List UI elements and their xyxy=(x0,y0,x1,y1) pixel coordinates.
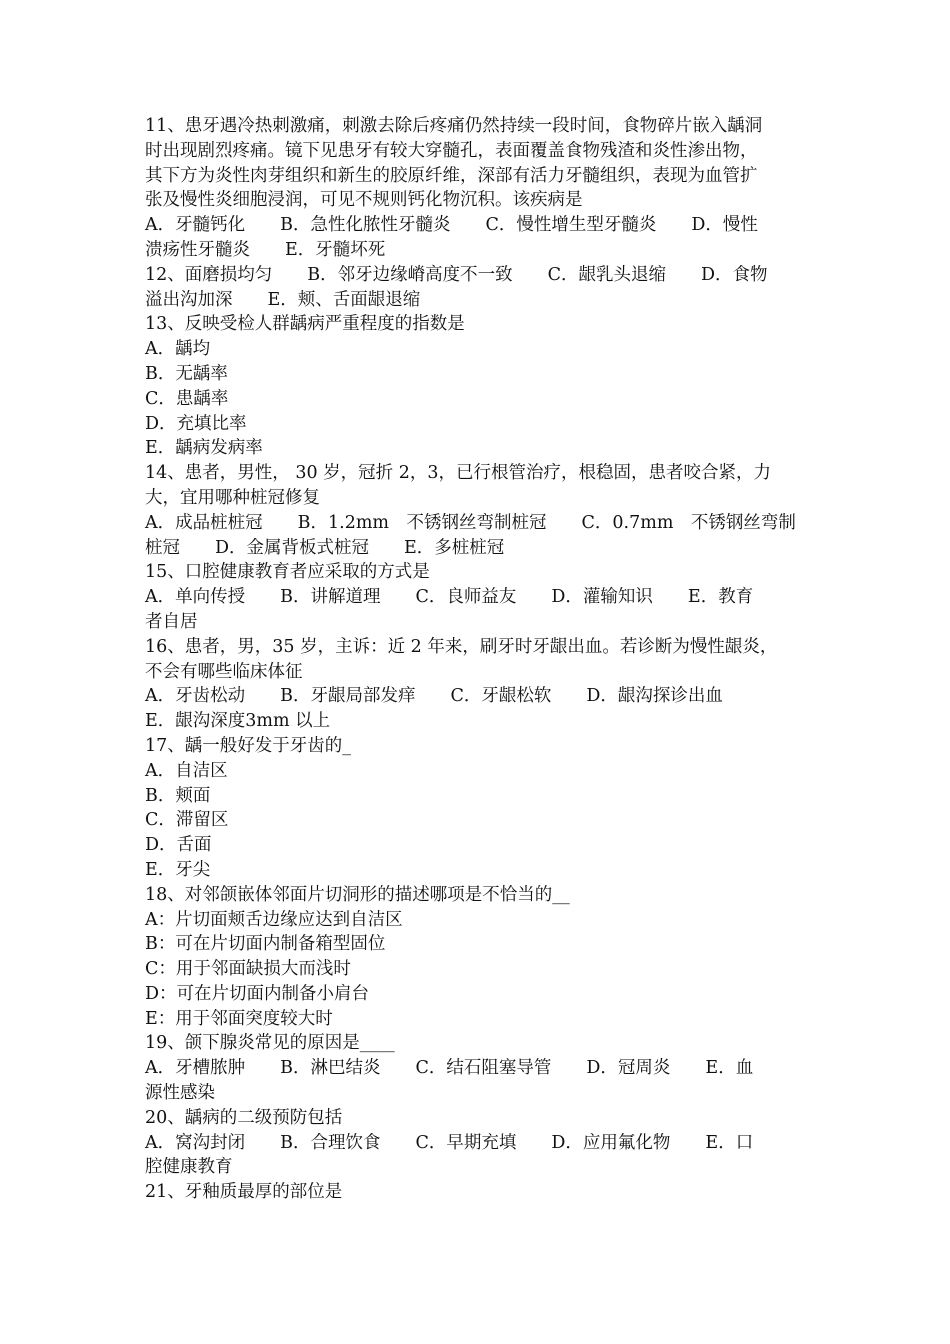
question-21 xyxy=(145,1180,810,1205)
question-option-line: A．牙槽脓肿 B．淋巴结炎 C．结石阻塞导管 D．冠周炎 E．血 xyxy=(145,1058,754,1079)
question-20 xyxy=(145,1106,810,1180)
question-option-line: B．无龋率 xyxy=(145,363,228,384)
question-stem-line: 15、口腔健康教育者应采取的方式是 xyxy=(145,562,430,583)
question-stem-line: 其下方为炎性肉芽组织和新生的胶原纤维，深部有活力牙髓组织，表现为血管扩 xyxy=(145,165,758,186)
question-stem-line: 11、患牙遇冷热刺激痛，刺激去除后疼痛仍然持续一段时间，食物碎片嵌入龋洞 xyxy=(145,116,763,136)
question-stem-line: 大，宜用哪种桩冠修复 xyxy=(145,487,320,508)
question-option-line: C．滞留区 xyxy=(145,810,229,831)
question-option-line: 溢出沟加深 E．颊、舌面龈退缩 xyxy=(145,289,421,310)
question-stem-line: 时出现剧烈疼痛。镜下见患牙有较大穿髓孔，表面覆盖食物残渣和炎性渗出物， xyxy=(145,140,758,161)
question-option-line: C．患龋率 xyxy=(145,388,229,409)
question-13 xyxy=(145,312,810,461)
question-option-line: 12、面磨损均匀 B．邻牙边缘嵴高度不一致 C．龈乳头退缩 D．食物 xyxy=(145,264,768,285)
question-option-line: A．单向传授 B．讲解道理 C．良师益友 D．灌输知识 E．教育 xyxy=(145,587,754,608)
question-17 xyxy=(145,734,810,883)
question-option-line: A．自洁区 xyxy=(145,760,228,781)
question-option-line: B：可在片切面内制备箱型固位 xyxy=(145,934,386,955)
question-stem-line: 19、颌下腺炎常见的原因是____ xyxy=(145,1033,395,1054)
question-list xyxy=(145,114,810,1205)
question-stem-line: 18、对邻颌嵌体邻面片切洞形的描述哪项是不恰当的__ xyxy=(145,884,570,905)
question-14 xyxy=(145,461,810,560)
question-option-line: E．龋病发病率 xyxy=(145,438,263,459)
question-stem-line: 16、患者，男，35 岁，主诉：近 2 年来，刷牙时牙龈出血。若诊断为慢性龈炎， xyxy=(145,636,778,657)
question-15 xyxy=(145,560,810,634)
question-stem-line: 17、龋一般好发于牙齿的_ xyxy=(145,735,352,756)
question-option-line: 者自居 xyxy=(145,611,198,632)
question-option-line: E．龈沟深度3mm 以上 xyxy=(145,711,331,732)
question-stem-line: 13、反映受检人群龋病严重程度的指数是 xyxy=(145,314,465,335)
question-19 xyxy=(145,1031,810,1105)
question-option-line: D：可在片切面内制备小肩台 xyxy=(145,983,370,1004)
question-option-line: 腔健康教育 xyxy=(145,1157,233,1178)
question-11 xyxy=(145,114,810,263)
question-stem-line: 21、牙釉质最厚的部位是 xyxy=(145,1182,343,1203)
question-option-line: D．舌面 xyxy=(145,835,212,856)
question-option-line: A：片切面颊舌边缘应达到自洁区 xyxy=(145,909,403,930)
question-stem-line: 张及慢性炎细胞浸润，可见不规则钙化物沉积。该疾病是 xyxy=(145,190,583,211)
question-option-line: C：用于邻面缺损大而浅时 xyxy=(145,959,351,980)
question-option-line: 溃疡性牙髓炎 E．牙髓坏死 xyxy=(145,239,386,260)
question-stem-line: 不会有哪些临床体征 xyxy=(145,661,303,682)
question-option-line: B．颊面 xyxy=(145,785,211,806)
question-option-line: 桩冠 D．金属背板式桩冠 E．多桩桩冠 xyxy=(145,537,505,558)
question-option-line: A．成品桩桩冠 B．1.2mm 不锈钢丝弯制桩冠 C．0.7mm 不锈钢丝弯制 xyxy=(145,512,796,533)
question-16 xyxy=(145,635,810,734)
question-option-line: A．牙齿松动 B．牙龈局部发痒 C．牙龈松软 D．龈沟探诊出血 xyxy=(145,686,723,707)
question-stem-line: 14、患者，男性， 30 岁，冠折 2，3，已行根管治疗，根稳固，患者咬合紧，力 xyxy=(145,463,771,484)
question-stem-line: 20、龋病的二级预防包括 xyxy=(145,1107,343,1128)
question-option-line: A．龋均 xyxy=(145,339,211,360)
question-option-line: E：用于邻面突度较大时 xyxy=(145,1008,333,1029)
question-option-line: D．充填比率 xyxy=(145,413,247,434)
question-option-line: 源性感染 xyxy=(145,1083,215,1104)
question-option-line: A．牙髓钙化 B．急性化脓性牙髓炎 C．慢性增生型牙髓炎 D．慢性 xyxy=(145,215,758,236)
question-option-line: A．窝沟封闭 B．合理饮食 C．早期充填 D．应用氟化物 E．口 xyxy=(145,1132,754,1153)
question-12 xyxy=(145,263,810,313)
question-18 xyxy=(145,883,810,1032)
question-option-line: E．牙尖 xyxy=(145,859,211,880)
